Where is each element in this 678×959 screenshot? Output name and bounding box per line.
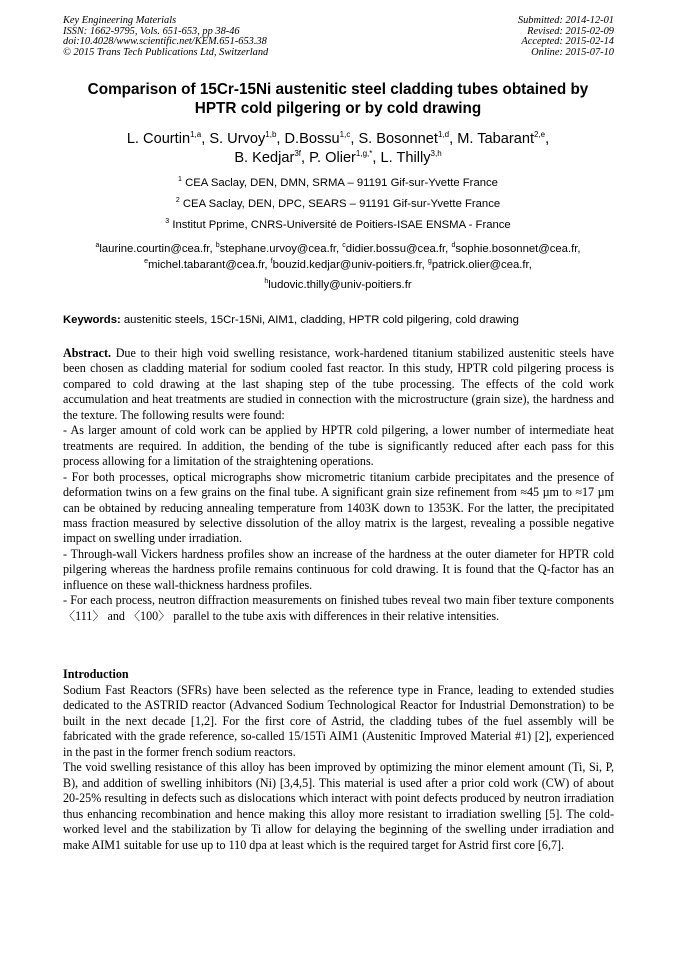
email-address: patrick.olier@cea.fr <box>431 259 529 271</box>
email-mark: f <box>270 258 273 265</box>
journal-header-left <box>63 16 268 58</box>
author-line-2: B. Kedjar$^{3f}$, P. Olier$^{1,g,*}$, L. Thilly$^{3,h}$ <box>234 149 442 166</box>
author-name: D.Bossu <box>284 131 340 147</box>
section-heading-introduction: Introduction <box>63 667 129 681</box>
author-affil-mark: 2,e <box>534 130 546 139</box>
email-line-3 <box>60 277 616 293</box>
date-submitted: Submitted: 2014-12-01 <box>517 15 614 26</box>
author-name: S. Urvoy <box>209 131 266 147</box>
journal-doi: doi:10.4028/www.scientific.net/KEM.651-653.38 <box>63 36 267 48</box>
author-name: S. Bosonnet <box>358 131 438 147</box>
email-address: michel.tabarant@cea.fr <box>148 259 265 271</box>
email-mark: g <box>427 258 432 265</box>
affiliation-mark: 3 <box>165 218 170 225</box>
email-address: bouzid.kedjar@univ-poitiers.fr <box>272 259 422 271</box>
journal-copyright: © 2015 Trans Tech Publications Ltd, Switzerland <box>63 46 269 58</box>
email-mark: d <box>451 242 456 249</box>
email-address: didier.bossu@cea.fr <box>345 243 446 255</box>
email-address: stephane.urvoy@cea.fr <box>219 243 336 255</box>
email-address: sophie.bosonnet@cea.fr <box>455 243 578 255</box>
author-name: P. Olier <box>309 150 356 166</box>
abstract-label: Abstract. <box>63 346 112 360</box>
affiliation-text: CEA Saclay, DEN, DMN, SRMA – 91191 Gif-sur-Yvette France <box>185 177 498 189</box>
author-emails <box>60 241 616 293</box>
date-revised: Revised: 2015-02-09 <box>527 25 614 37</box>
abstract-text: Due to their high void swelling resistance, work-hardened titanium stabilized austenitic steels have been chosen as cladding material for sodium cooled fast reactor. In this study, HPTR cold pilgering process is compared to cold drawing at the last shaping step of the tube processing. The effects of the cold work accumulation and heat treatments are studied in connection with the microstructure (grain size), the hardness and the texture. The following results were found: <box>63 346 614 422</box>
abstract-paragraph: - For each process, neutron diffraction measurements on finished tubes reveal two main fiber texture components 〈111〉 and 〈100〉 parallel to the tube axis with differences in their relative intensities. <box>63 593 614 623</box>
paper-title <box>60 80 616 118</box>
body-paragraph: The void swelling resistance of this alloy has been improved by optimizing the minor element amount (Ti, Si, P, B), and addition of swelling inhibitors (Ni) [3,4,5]. This material is used after a prior cold work (CW) of about 20-25% resulting in defects such as dislocations which interact with point defects produced by neutron irradiation thus enhancing recombination and hence making this alloy more resistant to irradiation swelling [5]. The cold-worked level and the stabilization by Ti allow for delaying the beginning of the swelling under irradiation and make AIM1 suitable for use up to 110 dpa at least which is the required target for Astrid first core [6,7]. <box>63 760 614 852</box>
keywords <box>63 313 623 327</box>
keywords-text: austenitic steels, 15Cr-15Ni, AIM1, cladding, HPTR cold pilgering, cold drawing <box>120 314 519 326</box>
email-address: laurine.courtin@cea.fr <box>99 243 210 255</box>
author-affil-mark: 1,c <box>339 130 351 139</box>
body-paragraph: Sodium Fast Reactors (SFRs) have been selected as the reference type in France, leading to extended studies dedicated to the ASTRID reactor (Advanced Sodium Technological Reactor for Industrial Demonstration) to be built in the next decade [1,2]. For the first core of Astrid, the cladding tubes of the fuel assembly will be fabricated with the grade reference, so-called 15/15Ti AIM1 (Austenitic Improved Material #1) [2], experienced in the past in the former french sodium reactors. <box>63 683 614 759</box>
author-line-1: L. Courtin$^{1,a}$, S. Urvoy$^{1,b}$, D.Bossu$^{1,c}$, S. Bosonnet$^{1,d}$, M. Tabarant$^{2,e}$, <box>126 130 550 147</box>
author-name: B. Kedjar <box>234 150 295 166</box>
email-mark: h <box>264 278 269 285</box>
email-line-1: $^a$laurine.courtin@cea.fr, $^b$stephane.urvoy@cea.fr, $^c$didier.bossu@cea.fr, $^d$sophie.bosonnet@cea.fr, <box>95 242 581 255</box>
abstract-paragraph: - As larger amount of cold work can be applied by HPTR cold pilgering, a lower number of intermediate heat treatments are required. In addition, the bending of the tube is significantly reduced after each pass for this process allowing for a limitation of the straightening operations. <box>63 423 614 469</box>
author-affil-mark: 1,g,* <box>355 149 373 158</box>
journal-name: Key Engineering Materials <box>63 15 177 26</box>
abstract <box>63 346 614 624</box>
affiliation-mark: 1 <box>178 176 182 183</box>
affiliation-3 <box>60 218 616 232</box>
title-line-2: HPTR cold pilgering or by cold drawing <box>194 100 482 117</box>
affiliation-mark: 2 <box>175 197 180 204</box>
email-line-2: $^e$michel.tabarant@cea.fr, $^f$bouzid.kedjar@univ-poitiers.fr, $^g$patrick.olier@cea.fr, <box>144 258 532 271</box>
author-name: L. Thilly <box>380 150 431 166</box>
date-accepted: Accepted: 2015-02-14 <box>521 36 614 48</box>
keywords-label: Keywords: <box>63 314 121 326</box>
abstract-paragraph <box>63 346 614 423</box>
abstract-paragraph: - Through-wall Vickers hardness profiles show an increase of the hardness at the outer diameter for HPTR cold pilgering whereas the hardness profile remains continuous for cold drawing. It is found that the Q-factor has an influence on these wall-thickness hardness profiles. <box>63 546 614 592</box>
email-mark: b <box>215 242 220 249</box>
journal-header-right <box>518 16 614 58</box>
author-affil-mark: 1,a <box>190 130 202 139</box>
introduction-body <box>63 683 614 853</box>
email-mark: a <box>95 242 100 249</box>
email-address: ludovic.thilly@univ-poitiers.fr <box>268 279 412 291</box>
author-affil-mark: 3f <box>294 149 302 158</box>
author-name: M. Tabarant <box>457 131 534 147</box>
affiliation-text: Institut Pprime, CNRS-Université de Poitiers-ISAE ENSMA - France <box>172 219 511 231</box>
date-online: Online: 2015-07-10 <box>531 46 614 58</box>
affiliation-text: CEA Saclay, DEN, DPC, SEARS – 91191 Gif-sur-Yvette France <box>182 198 501 210</box>
email-mark: e <box>144 258 149 265</box>
author-affil-mark: 3,h <box>430 149 442 158</box>
abstract-paragraph: - For both processes, optical micrographs show micrometric titanium carbide precipitates and the presence of deformation twins on a few grains on the final tube. A significant grain size refinement from ≈45 µm to ≈17 µm can be obtained by reducing annealing temperature from 1403K down to 1353K. For the latter, the precipitated mass fraction measured by selective dissolution of the alloy matrix is the largest, revealing a possible negative impact on swelling under irradiation. <box>63 469 614 546</box>
email-mark: c <box>342 242 346 249</box>
title-line-1: Comparison of 15Cr-15Ni austenitic steel cladding tubes obtained by <box>87 81 589 98</box>
affiliation-1 <box>60 176 616 190</box>
journal-issn: ISSN: 1662-9795, Vols. 651-653, pp 38-46 <box>63 25 240 37</box>
author-list <box>60 130 616 168</box>
affiliation-2 <box>60 197 616 211</box>
author-name: L. Courtin <box>126 131 191 147</box>
author-affil-mark: 1,b <box>265 130 277 139</box>
author-affil-mark: 1,d <box>437 130 450 139</box>
